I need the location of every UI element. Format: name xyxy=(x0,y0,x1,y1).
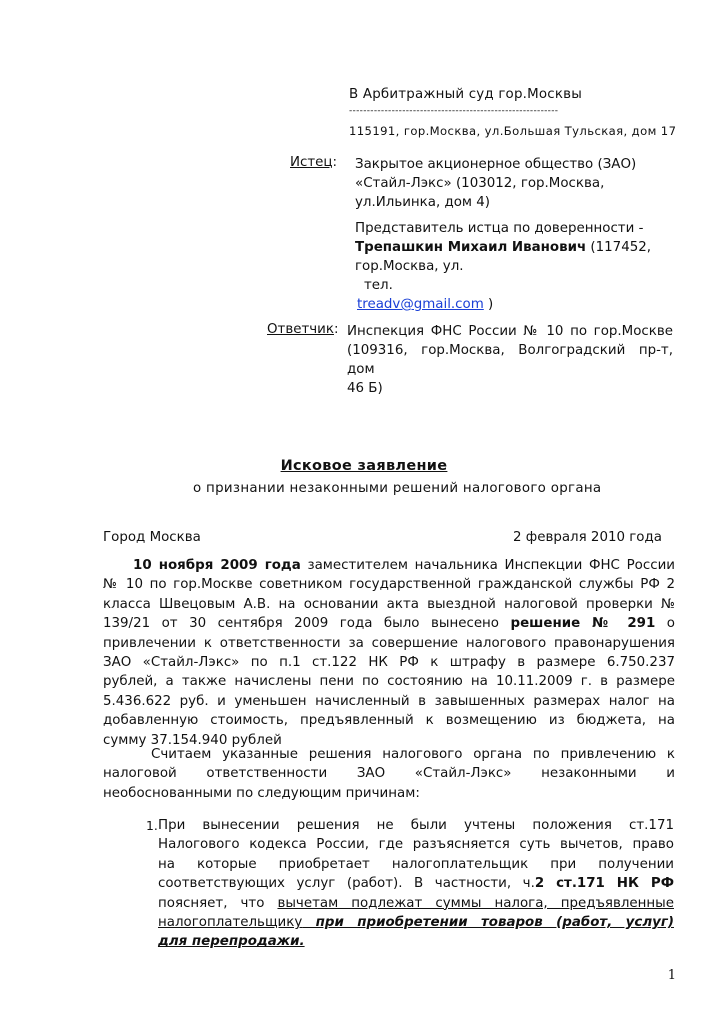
list-line xyxy=(158,932,674,951)
plaintiff-line: Закрытое акционерное общество (ЗАО) xyxy=(355,157,637,172)
list-line xyxy=(158,874,674,893)
defendant-label: Ответчик xyxy=(267,322,334,337)
list-text: соответствующих услуг (работ). В частности, ч. xyxy=(158,876,535,892)
representative-email-line xyxy=(355,295,651,314)
list-emphasis: при приобретении товаров (работ, услуг) xyxy=(302,915,674,931)
representative-phone: тел. xyxy=(364,278,393,293)
para-line: Считаем указанные решения налогового органа по привлечению к xyxy=(151,747,675,762)
representative-address: гор.Москва, ул. xyxy=(355,259,464,274)
plaintiff-details xyxy=(355,155,636,212)
para-line: № 10 по гор.Москве советником государственной гражданской службы РФ 2 xyxy=(103,577,675,593)
decision-date: 10 ноября 2009 года xyxy=(133,558,301,573)
para-line: сумму 37.154.940 рублей xyxy=(103,732,282,748)
defendant-line: 46 Б) xyxy=(347,381,383,396)
para-line: налоговой ответственности ЗАО «Стайл-Лэкс» незаконными и xyxy=(103,766,675,782)
representative-block xyxy=(355,219,651,314)
representative-name-line xyxy=(355,238,651,257)
document-subtitle: о признании незаконными решений налогового органа xyxy=(193,481,602,496)
court-address: 115191, гор.Москва, ул.Большая Тульская, дом 17 xyxy=(349,124,677,138)
list-line xyxy=(158,913,674,932)
plaintiff-label: Истец xyxy=(290,155,333,170)
list-line xyxy=(158,894,674,913)
para-line: привлечении к ответственности за совершение налогового правонарушения xyxy=(103,635,675,651)
decision-number: решение № 291 xyxy=(510,616,656,632)
para-line: 5.436.622 руб. и уменьшен начисленный в завышенных размерах налог на xyxy=(103,693,675,709)
list-line: на которые приобретает налогоплательщик при получении xyxy=(158,856,674,872)
plaintiff-colon: : xyxy=(332,155,338,170)
city: Город Москва xyxy=(103,530,201,545)
defendant-details xyxy=(347,322,673,398)
list-line: При вынесении решения не были учтены положения ст.171 xyxy=(158,818,674,833)
para-text: 139/21 от 30 сентября 2009 года было вынесено xyxy=(103,616,511,632)
plaintiff-line: ул.Ильинка, дом 4) xyxy=(355,195,491,210)
list-line: Налогового кодекса России, где разъясняется суть вычетов, право xyxy=(158,837,674,853)
para-line: ЗАО «Стайл-Лэкс» по п.1 ст.122 НК РФ к штрафу в размере 6.750.237 xyxy=(103,655,675,671)
defendant-label-wrap xyxy=(267,322,339,337)
plaintiff-label-wrap xyxy=(290,155,337,170)
para-line xyxy=(103,556,675,575)
defendant-line: Инспекция ФНС России № 10 по гор.Москве xyxy=(347,324,673,339)
court-name: В Арбитражный суд гор.Москвы xyxy=(349,87,582,102)
list-underlined: налогоплательщику xyxy=(158,915,303,931)
para-line: рублей, а также начислены пени по состоянию на 10.11.2009 г. в размере xyxy=(103,674,675,690)
list-text: поясняет, что xyxy=(158,895,278,911)
para-line: добавленную стоимость, предъявленный к возмещению из бюджета, на xyxy=(103,713,675,729)
email-link[interactable]: treadv@gmail.com xyxy=(357,297,484,312)
para-text: заместителем начальника Инспекции ФНС России xyxy=(300,558,675,573)
defendant-colon: : xyxy=(333,322,339,337)
document-title: Исковое заявление xyxy=(280,458,448,474)
separator-line: ----------------------------------------------------------- xyxy=(349,106,559,116)
paragraph-claim xyxy=(103,745,675,803)
list-underlined: вычетам подлежат суммы налога, предъявленные xyxy=(277,895,674,911)
plaintiff-line: «Стайл-Лэкс» (103012, гор.Москва, xyxy=(355,176,605,191)
para-line xyxy=(103,614,675,633)
representative-name: Трепашкин Михаил Иванович xyxy=(355,240,587,255)
article-reference: 2 ст.171 НК РФ xyxy=(534,876,675,892)
email-close: ) xyxy=(483,297,494,312)
para-line: класса Швецовым А.В. на основании акта выездной налоговой проверки № xyxy=(103,596,675,612)
list-item xyxy=(158,816,674,952)
paragraph-decision xyxy=(103,556,675,750)
page-number: 1 xyxy=(667,968,676,983)
representative-postcode: (117452, xyxy=(586,240,652,255)
para-text: о xyxy=(655,616,676,632)
defendant-line: (109316, гор.Москва, Волгоградский пр-т, дом xyxy=(347,343,673,377)
representative-line: Представитель истца по доверенности - xyxy=(355,221,644,236)
list-number: 1. xyxy=(146,818,158,833)
list-emphasis: для перепродажи. xyxy=(158,934,305,950)
date: 2 февраля 2010 года xyxy=(513,530,662,545)
para-line: необоснованными по следующим причинам: xyxy=(103,785,420,801)
